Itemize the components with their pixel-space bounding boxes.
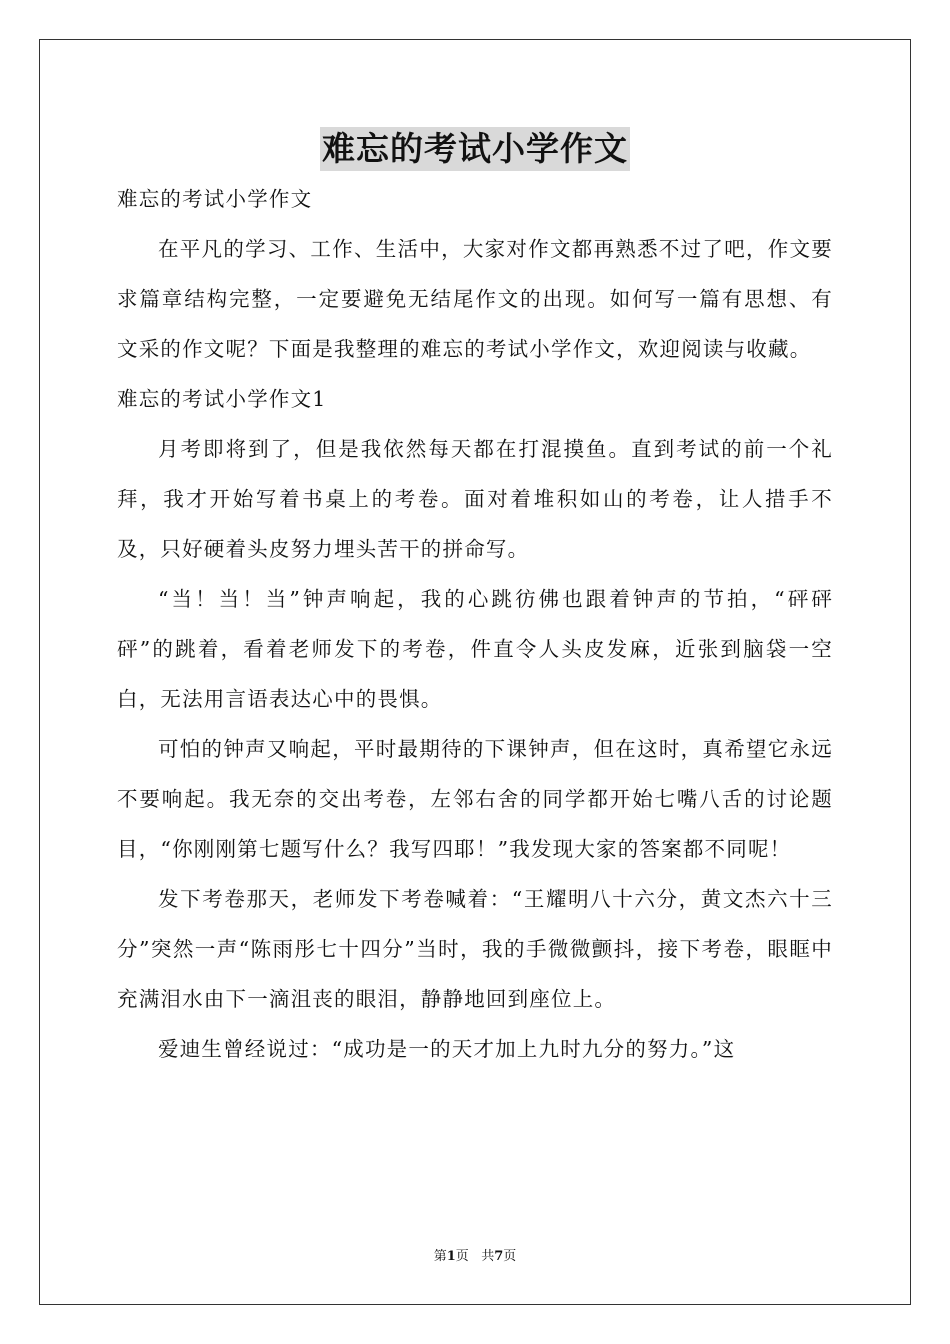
body-paragraph: “当！当！当”钟声响起，我的心跳彷佛也跟着钟声的节拍，“砰砰砰”的跳着，看着老师发下的考卷，件直令人头皮发麻，近张到脑袋一空白，无法用言语表达心中的畏惧。: [117, 587, 833, 711]
title-container: [0, 127, 950, 171]
document-title: 难忘的考试小学作文: [320, 127, 630, 171]
page-footer: [0, 1245, 950, 1264]
body-paragraph: 可怕的钟声又响起，平时最期待的下课钟声，但在这时，真希望它永远不要响起。我无奈的交出考卷，左邻右舍的同学都开始七嘴八舌的讨论题目，“你刚刚第七题写什么？我写四耶！”我发现大家的答案都不同呢！: [117, 737, 833, 861]
page-total: 7: [494, 1249, 504, 1264]
total-suffix: 页: [503, 1249, 517, 1264]
document-body: [117, 174, 833, 1074]
total-prefix: 共: [481, 1249, 495, 1264]
page-prefix: 第: [433, 1249, 447, 1264]
subtitle-line: 难忘的考试小学作文: [117, 187, 313, 211]
intro-paragraph: 在平凡的学习、工作、生活中，大家对作文都再熟悉不过了吧，作文要求篇章结构完整，一定要避免无结尾作文的出现。如何写一篇有思想、有文采的作文呢？下面是我整理的难忘的考试小学作文，欢迎阅读与收藏。: [117, 237, 833, 361]
page-suffix: 页: [455, 1249, 469, 1264]
body-paragraph: 爱迪生曾经说过：“成功是一的天才加上九时九分的努力。”这: [158, 1037, 736, 1061]
body-paragraph: 月考即将到了，但是我依然每天都在打混摸鱼。直到考试的前一个礼拜，我才开始写着书桌上的考卷。面对着堆积如山的考卷，让人措手不及，只好硬着头皮努力埋头苦干的拼命写。: [117, 437, 833, 561]
page-number: 1: [446, 1249, 456, 1264]
body-paragraph: 发下考卷那天，老师发下考卷喊着：“王耀明八十六分，黄文杰六十三分”突然一声“陈雨彤七十四分”当时，我的手微微颤抖，接下考卷，眼眶中充满泪水由下一滴沮丧的眼泪，静静地回到座位上。: [117, 887, 833, 1011]
section-heading: 难忘的考试小学作文1: [117, 387, 327, 411]
